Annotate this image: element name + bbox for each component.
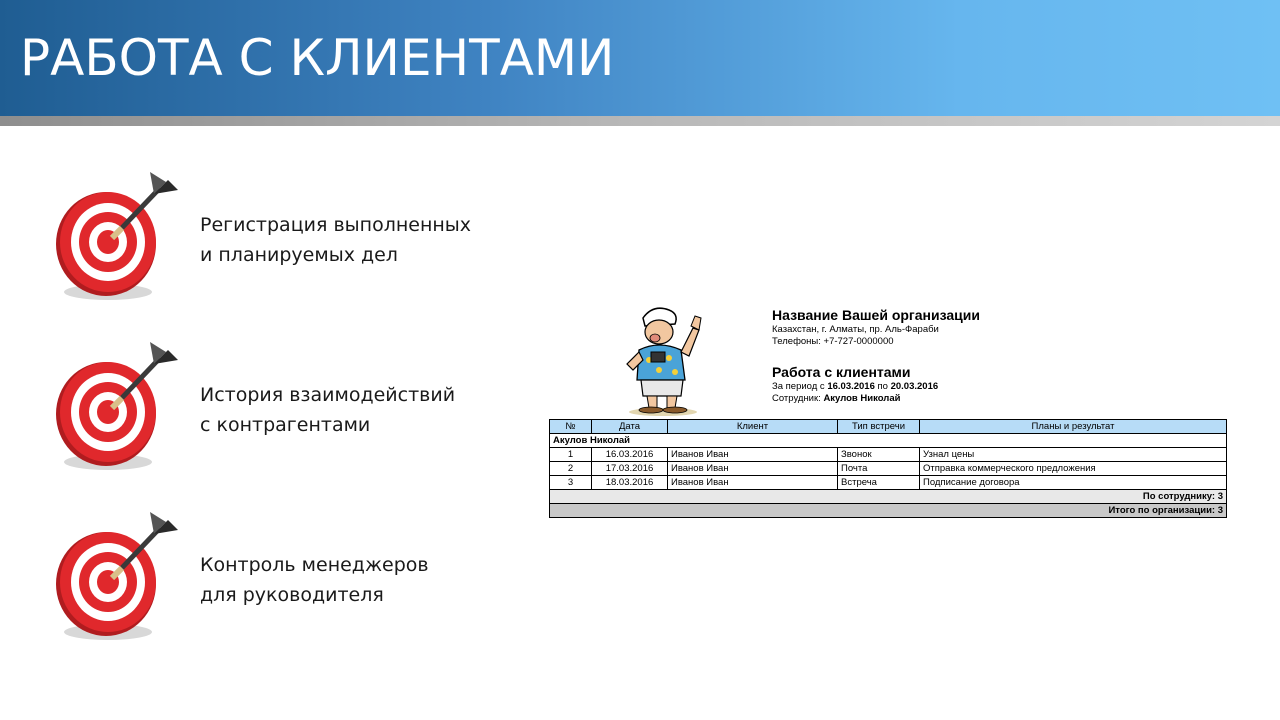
table-row — [550, 448, 1227, 462]
column-header: Дата — [592, 420, 668, 434]
column-header: Клиент — [668, 420, 838, 434]
slide-title: РАБОТА С КЛИЕНТАМИ — [20, 29, 615, 87]
bullet-item — [50, 508, 490, 658]
bullet-text-line: для руководителя — [200, 584, 384, 606]
cartoon-tourist-image — [613, 300, 713, 418]
target-dart-icon — [50, 168, 190, 308]
organization-address: Казахстан, г. Алматы, пр. Аль-Фараби — [772, 324, 939, 335]
cell-client: Иванов Иван — [668, 476, 838, 490]
cell-result: Узнал цены — [920, 448, 1227, 462]
cell-type: Звонок — [838, 448, 920, 462]
slide-header — [0, 0, 1280, 116]
cell-num: 3 — [550, 476, 592, 490]
cell-date: 18.03.2016 — [592, 476, 668, 490]
employee-name: Акулов Николай — [823, 393, 901, 404]
column-header: Планы и результат — [920, 420, 1227, 434]
organization-phones: Телефоны: +7-727-0000000 — [772, 336, 894, 347]
period-to: 20.03.2016 — [890, 381, 939, 392]
target-dart-icon — [50, 508, 190, 648]
report-period — [772, 381, 980, 393]
cell-client: Иванов Иван — [668, 448, 838, 462]
table-header-row — [550, 420, 1227, 434]
bullet-text-line: Регистрация выполненных — [200, 214, 472, 236]
table-row — [550, 462, 1227, 476]
cell-result: Подписание договора — [920, 476, 1227, 490]
cell-num: 2 — [550, 462, 592, 476]
period-from: 16.03.2016 — [827, 381, 875, 392]
report-table — [549, 419, 1227, 518]
organization-name: Название Вашей организации — [772, 307, 980, 323]
cell-date: 17.03.2016 — [592, 462, 668, 476]
bullet-text-line: и планируемых дел — [200, 244, 398, 266]
bullet-item — [50, 168, 490, 318]
report-header — [772, 306, 980, 405]
target-dart-icon — [50, 338, 190, 478]
group-label: Акулов Николай — [550, 434, 1227, 448]
table-subtotal-row — [550, 490, 1227, 504]
bullet-item — [50, 338, 490, 488]
bullet-text-line: История взаимодействий — [200, 384, 456, 406]
cell-type: Почта — [838, 462, 920, 476]
header-divider — [0, 116, 1280, 126]
cell-type: Встреча — [838, 476, 920, 490]
total-label: Итого по организации: 3 — [550, 504, 1227, 518]
period-prefix: За период с — [772, 381, 828, 392]
employee-prefix: Сотрудник: — [772, 393, 824, 404]
table-group-row — [550, 434, 1227, 448]
table-total-row — [550, 504, 1227, 518]
cell-client: Иванов Иван — [668, 462, 838, 476]
report-title: Работа с клиентами — [772, 364, 911, 380]
subtotal-label: По сотруднику: 3 — [550, 490, 1227, 504]
bullet-text-line: Контроль менеджеров — [200, 554, 429, 576]
column-header: № — [550, 420, 592, 434]
cell-num: 1 — [550, 448, 592, 462]
table-row — [550, 476, 1227, 490]
report-employee — [772, 393, 980, 405]
report-preview — [549, 300, 1227, 522]
bullet-text-line: с контрагентами — [200, 414, 371, 436]
cell-result: Отправка коммерческого предложения — [920, 462, 1227, 476]
period-mid: по — [874, 381, 891, 392]
cell-date: 16.03.2016 — [592, 448, 668, 462]
column-header: Тип встречи — [838, 420, 920, 434]
